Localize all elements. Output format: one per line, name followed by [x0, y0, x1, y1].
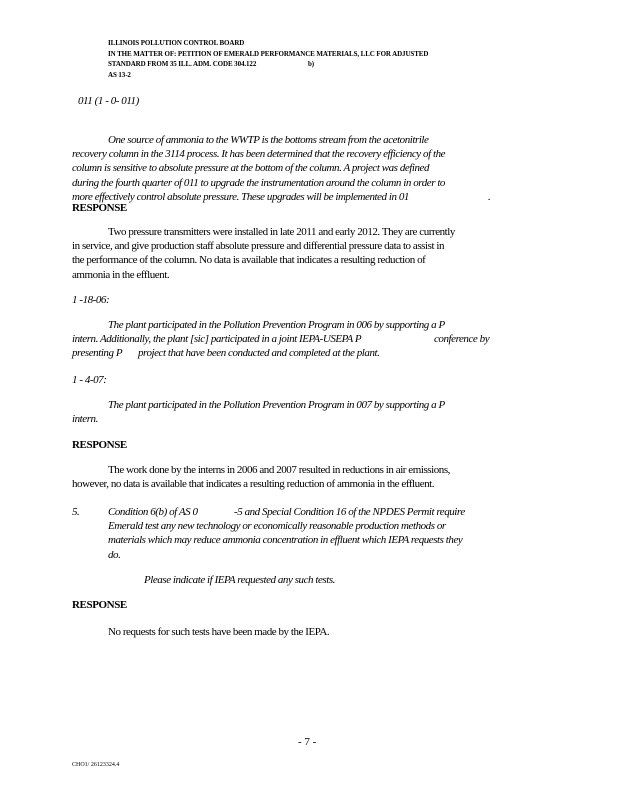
- item-011-line-2: recovery column in the 3114 process. It has been determined that the recovery efficiency of the: [72, 148, 446, 161]
- item-011-label: 011 (1 - 0- 011): [78, 95, 139, 107]
- response-2-line-1: The work done by the interns in 2006 and 2007 resulted in reductions in air emissions,: [108, 464, 450, 476]
- response-1-line-4: ammonia in the effluent.: [72, 268, 170, 281]
- caption-standard-mark: b): [308, 60, 315, 68]
- item-5-paragraph: [108, 505, 465, 562]
- item-5-line-2: Emerald test any new technology or economically reasonable production methods or: [108, 520, 446, 533]
- item-2006-paragraph: [72, 318, 490, 361]
- item-5-line-1: [108, 505, 465, 519]
- item-2006-line-1: The plant participated in the Pollution Prevention Program in 006 by supporting a P: [108, 319, 445, 331]
- response-1-line-2: in service, and give production staff absolute pressure and differential pressure data to assist in: [72, 240, 445, 253]
- item-011-trailing-period: .: [488, 190, 491, 203]
- item-2006-line-2-tail: conference by: [434, 333, 490, 346]
- item-2006-line-2: [72, 332, 490, 346]
- item-2006-label: 1 -18-06:: [72, 294, 110, 306]
- item-011-line-3: column is sensitive to absolute pressure at the bottom of the column. A project was defined: [72, 162, 430, 175]
- item-2007-line-1: The plant participated in the Pollution Prevention Program in 007 by supporting a P: [108, 399, 445, 411]
- item-5-line-3: materials which may reduce ammonia concentration in effluent which IEPA requests they: [108, 534, 463, 547]
- caption-board: ILLINOIS POLLUTION CONTROL BOARD: [108, 39, 245, 47]
- item-2007-line-2: intern.: [72, 413, 98, 426]
- item-5-request: Please indicate if IEPA requested any such tests.: [144, 574, 335, 586]
- item-5-line-1-start: Condition 6(b) of AS 0: [108, 506, 198, 518]
- document-code: CHO1/ 26123324.4: [72, 762, 120, 768]
- item-2007-paragraph: [72, 398, 445, 426]
- item-2006-line-3-rest: project that have been conducted and completed at the plant.: [138, 347, 380, 360]
- item-2007-label: 1 - 4-07:: [72, 374, 107, 386]
- response-1-heading: RESPONSE: [72, 202, 127, 214]
- item-5-number: 5.: [72, 506, 80, 518]
- caption-standard-text: STANDARD FROM 35 ILL. ADM. CODE 304.122: [108, 60, 257, 68]
- item-011-line-5-text: more effectively control absolute pressure. These upgrades will be implemented in 01: [72, 190, 409, 203]
- caption-docket: AS 13-2: [108, 70, 131, 79]
- response-3-heading: RESPONSE: [72, 599, 127, 611]
- item-5-line-4: do.: [108, 548, 121, 561]
- caption-standard: [108, 59, 428, 70]
- item-2006-line-2-text: intern. Additionally, the plant [sic] participated in a joint IEPA-USEPA P: [72, 333, 362, 346]
- response-2-paragraph: [72, 463, 450, 491]
- response-2-heading: RESPONSE: [72, 439, 127, 451]
- response-2-line-2: however, no data is available that indicates a resulting reduction of ammonia in the effluent.: [72, 478, 435, 491]
- response-1-paragraph: [72, 225, 455, 282]
- case-caption: [108, 38, 428, 80]
- item-2006-line-3: [72, 346, 445, 360]
- item-011-line-1: One source of ammonia to the WWTP is the bottoms stream from the acetonitrile: [108, 134, 429, 146]
- item-5-line-1-rest: -5 and Special Condition 16 of the NPDES Permit require: [234, 506, 465, 518]
- item-2006-line-3-start: presenting P: [72, 347, 123, 360]
- response-1-line-3: the performance of the column. No data is available that indicates a resulting reduction of: [72, 254, 426, 267]
- page-number: - 7 -: [298, 736, 317, 748]
- response-3-text: No requests for such tests have been made by the IEPA.: [108, 626, 330, 638]
- response-1-line-1: Two pressure transmitters were installed in late 2011 and early 2012. They are currently: [108, 226, 455, 238]
- item-011-paragraph: [72, 133, 491, 204]
- item-011-line-4: during the fourth quarter of 011 to upgrade the instrumentation around the column in order to: [72, 176, 445, 189]
- item-011-line-5: [72, 190, 491, 204]
- caption-matter: IN THE MATTER OF: PETITION OF EMERALD PERFORMANCE MATERIALS, LLC FOR ADJUSTED: [108, 49, 429, 58]
